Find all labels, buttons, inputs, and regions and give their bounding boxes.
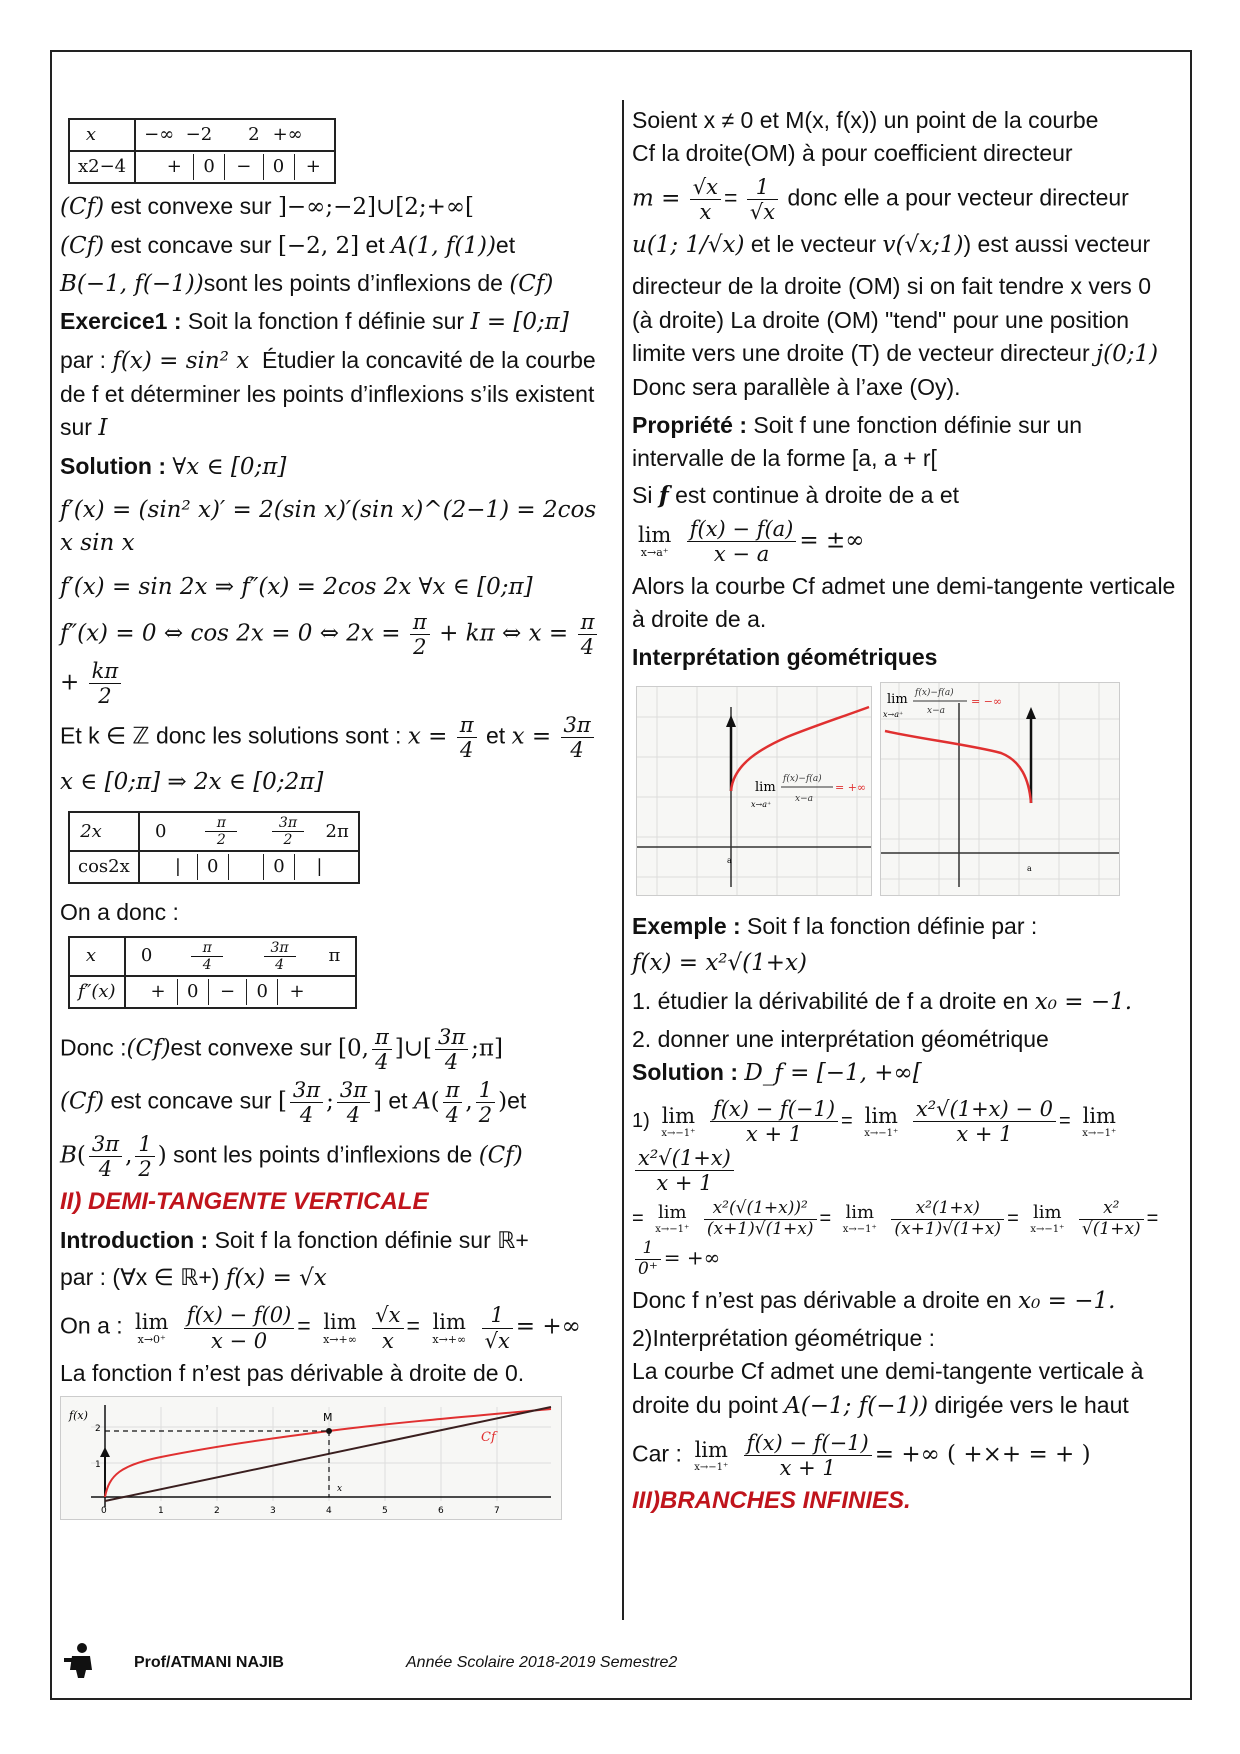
not-derivable--1: Donc f n’est pas dérivable a droite en x₀ = −1. [632,1286,1116,1314]
fig1-res: = +∞ [835,781,867,795]
convex-line-1: (Cf) est convexe sur ]−∞;−2]∪[2;+∞[ [60,193,474,221]
fig1-sub: x→a⁺ [751,800,772,810]
xtick: 1 [158,1506,164,1517]
fig1-num: f(x)−f(a) [783,774,822,785]
ytick-2: 2 [95,1424,101,1435]
xtick: 5 [382,1506,388,1517]
interpretation-figures [632,682,1122,900]
fig1-a: a [727,856,732,866]
interpretation-2-text: La courbe Cf admet une demi-tangente verticale à droite du point A(−1; f(−1)) dirigée vers le haut [632,1358,1144,1419]
equation-2: f′(x) = sin 2x ⇒ f″(x) = 2cos 2x ∀x ∈ [0;π] [60,573,533,600]
exercise1-function: par : f(x) = sin² x Étudier la concavité de la courbe de f et déterminer les points d’inflexions s’ils existent sur I [60,346,596,442]
fig1-lim: lim [755,780,776,796]
footer [60,1640,1160,1690]
example-solution: Solution : D_f = [−1, +∞[ [632,1059,922,1087]
introduction-function: par : (∀x ∈ ℝ+) f(x) = √x [60,1264,327,1292]
ytick-1: 1 [95,1460,101,1471]
solutions-line: Et k ∈ ℤ donc les solutions sont : x = $\frac{\pi}{4}$ et x = $\frac{3\pi}{4}$ [60,713,610,762]
section-2-heading: II) DEMI-TANGENTE VERTICALE [60,1187,429,1215]
sign-table-x2-4: x −∞ −2 2 +∞ x2−4 + 0 − 0 + [68,118,336,184]
introduction: Introduction : Soit f la fonction définie sur ℝ+ [60,1226,529,1253]
sign-table-cos2x: 2x 0 $\frac{\pi}{2}$ $\frac{3\pi}{2}$ 2π cos2x | 0 0 | [68,811,360,884]
property-conclusion: Alors la courbe Cf admet une demi-tangente verticale à droite de a. [632,573,1176,633]
r-limit-text: directeur de la droite (OM) si on fait tendre x vers 0 (à droite) La droite (OM) "tend" pour une position limite vers une droite (T) de vecteur directeur j(0;1) Donc sera parallèle à l’axe (Oy). [632,273,1159,401]
car-limit: Car : lim x→−1⁺ $\frac{f(x) - f(-1)}{x + 1}$ = +∞ ( +×+ = + ) [632,1430,1091,1481]
footer-author: Prof/ATMANI NAJIB [134,1654,284,1671]
figure-plus-inf [636,686,872,896]
inflexion-line-1: B(−1, f(−1))sont les points d’inflexions de (Cf) [60,269,554,297]
inflexion-line-2: B( $\frac{3\pi}{4}$ , $\frac{1}{2}$ ) sont les points d’inflexions de (Cf) [60,1131,523,1181]
section-3-heading: III)BRANCHES INFINIES. [632,1487,911,1515]
fig2-num: f(x)−f(a) [915,688,954,699]
r-slope: m = $\frac{√x}{x}$ = $\frac{1}{√x}$ donc elle a pour vecteur directeur [632,174,1129,224]
property-limit: lim x→a⁺ $\frac{f(x) - f(a)}{x - a}$ = ±∞ [638,516,865,566]
r-line-2: Cf la droite(OM) à pour coefficient directeur [632,140,1073,167]
figure-minus-inf [880,682,1120,896]
xtick: 4 [326,1506,332,1517]
fig2-sub: x→a⁺ [883,710,904,720]
xtick: 6 [438,1506,444,1517]
example-q1: 1. étudier la dérivabilité de f a droite en x₀ = −1. [632,987,1133,1015]
convex-line-2: Donc :(Cf)est convexe sur [0, $\frac{\pi}{4}$ ]∪[ $\frac{3\pi}{4}$ ;π] [60,1025,503,1075]
on-a-donc: On a donc : [60,899,179,926]
graph-cf-label: Cf [481,1430,496,1446]
sqrt-graph [60,1396,562,1520]
author-logo-icon [60,1640,100,1680]
r-line-1: Soient x ≠ 0 et M(x, f(x)) un point de la courbe [632,107,1099,133]
property: Propriété : Soit f une fonction définie sur un intervalle de la forme [a, a + r[ [632,411,1083,472]
equation-3: f″(x) = 0 ⇔ cos 2x = 0 ⇔ 2x = $\frac{\pi}{2}$ + kπ ⇔ x = $\frac{\pi}{4}$ + $\frac{k\pi}{2}$ [60,610,610,709]
exercise1: Exercice1 : Soit la fonction f définie sur I = [0;π] [60,308,569,336]
footer-year: Année Scolaire 2018-2019 Semestre2 [406,1654,678,1671]
r-vectors: u(1; 1/√x) et le vecteur v(√x;1)) est aussi vecteur [632,230,1151,258]
interpretation-2: 2)Interprétation géométrique : [632,1324,936,1351]
limit-sqrt: On a : lim x→0⁺ $\frac{f(x) - f(0)}{x - 0}$ = lim x→+∞ $\frac{√x}{x}$ = lim x→+∞ $\frac{1}{√x}$ = +∞ [60,1303,581,1353]
graph-x-label: x [337,1484,343,1495]
solution-heading: Solution : ∀x ∈ [0;π] [60,452,287,480]
xtick: 7 [494,1506,500,1517]
fig2-lim: lim [887,692,908,708]
sign-table-f-second: x 0 $\frac{\pi}{4}$ $\frac{3\pi}{4}$ π f″(x) + 0 − 0 + [68,936,357,1009]
fig2-a: a [1027,864,1032,874]
fig2-den: x−a [927,706,945,717]
graph-ylabel: f(x) [69,1409,88,1423]
right-column [632,100,1177,1519]
xtick: 3 [270,1506,276,1517]
property-condition: Si f est continue à droite de a et [632,482,960,510]
limit-step-1: 1) lim x→−1⁺ $\frac{f(x) - f(-1)}{x + 1}$ = lim x→−1⁺ $\frac{\text{x²√(1+x) − 0}}{x + 1}$ = lim x→−1⁺ $\frac{\text{x²√(1+x)}}{x + 1}$ [632,1096,1117,1196]
fig1-den: x−a [795,794,813,805]
interpretation-heading: Interprétation géométriques [632,643,938,670]
xtick: 2 [214,1506,220,1517]
graph-point-m: M [323,1411,333,1425]
example-function: f(x) = x²√(1+x) [632,950,807,977]
xtick: 0 [101,1506,107,1517]
fig2-res: = −∞ [971,695,1003,709]
concave-line-2: (Cf) est concave sur [ $\frac{3\pi}{4}$ ; $\frac{3\pi}{4}$ ] et A( $\frac{\pi}{4}$ , $\frac{1}{2}$ )et [60,1078,527,1128]
limit-step-2: = lim x→−1⁺ $\frac{\text{x²(√(1+x))²}}{(x+1)√(1+x)}$ = lim x→−1⁺ $\frac{\text{x²(1+x)}}{(x+1)√(1+x)}$ = lim x→−1⁺ $\frac{\text{x²}}{√(1+x)}$ = $\frac{1}{0^+}$ = +∞ [632,1198,1159,1279]
example: Exemple : Soit f la fonction définie par : [632,913,1038,940]
equation-1: f′(x) = (sin² x)′ = 2(sin x)′(sin x)^(2−1) = 2cos x sin x [60,496,597,557]
left-column [60,112,610,1520]
example-q2: 2. donner une interprétation géométrique [632,1026,1049,1053]
range-line: x ∈ [0;π] ⇒ 2x ∈ [0;2π] [60,768,324,795]
column-divider [622,100,624,1620]
not-derivable-0: La fonction f n’est pas dérivable à droite de 0. [60,1359,525,1386]
concave-line-1: (Cf) est concave sur [−2, 2] et A(1, f(1))et [60,231,516,259]
